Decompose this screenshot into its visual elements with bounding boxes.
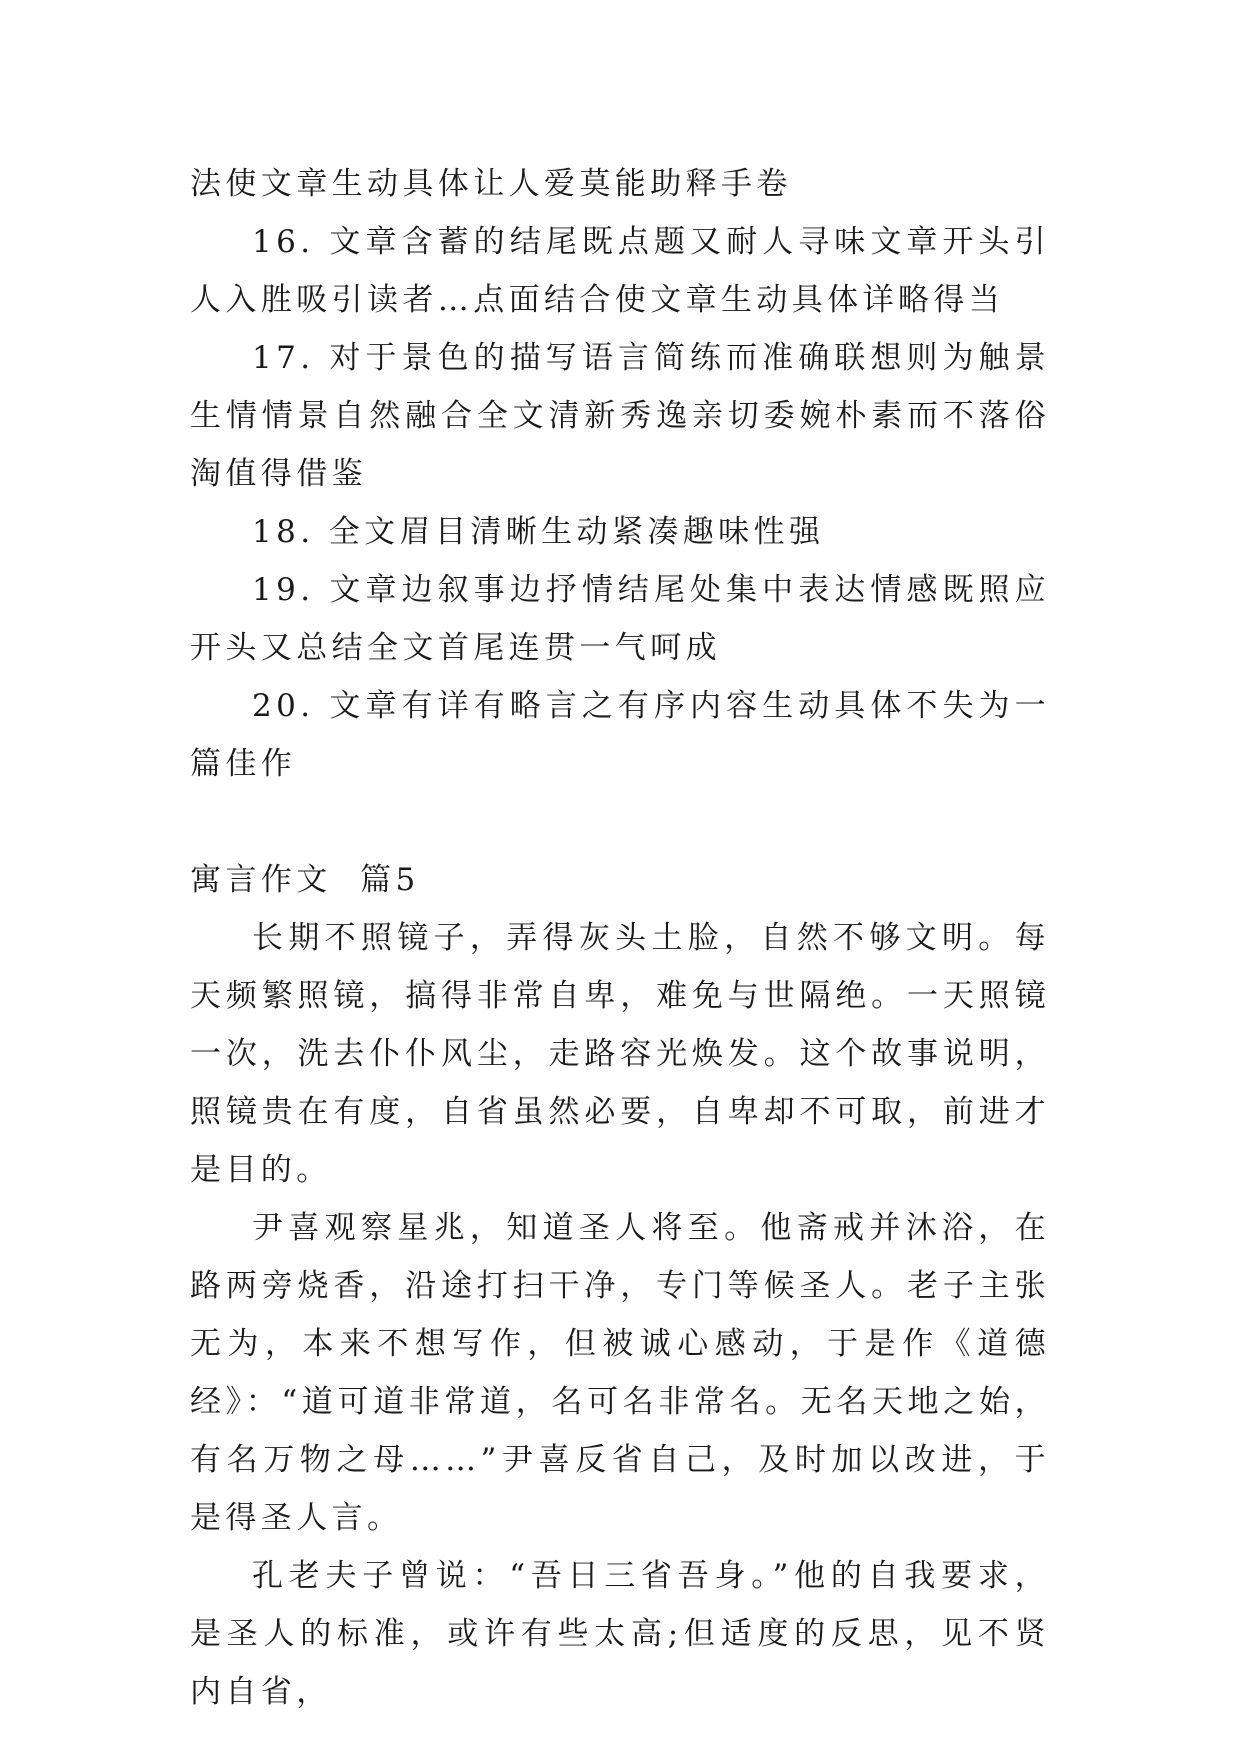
body-paragraph: 长期不照镜子，弄得灰头土脸，自然不够文明。每天频繁照镜，搞得非常自卑，难免与世隔绝。一天照镜一次，洗去仆仆风尘，走路容光焕发。这个故事说明，照镜贵在有度，自省虽然必要，自卑却不可取，前进才是目的。 [190, 920, 1050, 1188]
document-body [190, 155, 1050, 1721]
list-item: 16. 文章含蓄的结尾既点题又耐人寻味文章开头引人入胜吸引读者…点面结合使文章生动具体详略得当 [190, 224, 1050, 318]
body-paragraph: 尹喜观察星兆，知道圣人将至。他斋戒并沐浴，在路两旁烧香，沿途打扫干净，专门等候圣人。老子主张无为，本来不想写作，但被诚心感动，于是作《道德经》：“道可道非常道，名可名非常名。无名天地之始，有名万物之母……”尹喜反省自己，及时加以改进，于是得圣人言。 [190, 1210, 1050, 1536]
section-title: 寓言作文 篇5 [190, 862, 420, 898]
list-item: 20. 文章有详有略言之有序内容生动具体不失为一篇佳作 [190, 688, 1050, 782]
body-paragraph: 孔老夫子曾说：“吾日三省吾身。”他的自我要求，是圣人的标准，或许有些太高;但适度的反思，见不贤内自省， [190, 1558, 1050, 1710]
list-item: 17. 对于景色的描写语言简练而准确联想则为触景生情情景自然融合全文清新秀逸亲切委婉朴素而不落俗淘值得借鉴 [190, 340, 1050, 492]
list-item: 18. 全文眉目清晰生动紧凑趣味性强 [252, 514, 825, 550]
continuation-line: 法使文章生动具体让人爱莫能助释手卷 [190, 166, 792, 202]
list-item: 19. 文章边叙事边抒情结尾处集中表达情感既照应开头又总结全文首尾连贯一气呵成 [190, 572, 1050, 666]
section-gap [190, 793, 1050, 851]
